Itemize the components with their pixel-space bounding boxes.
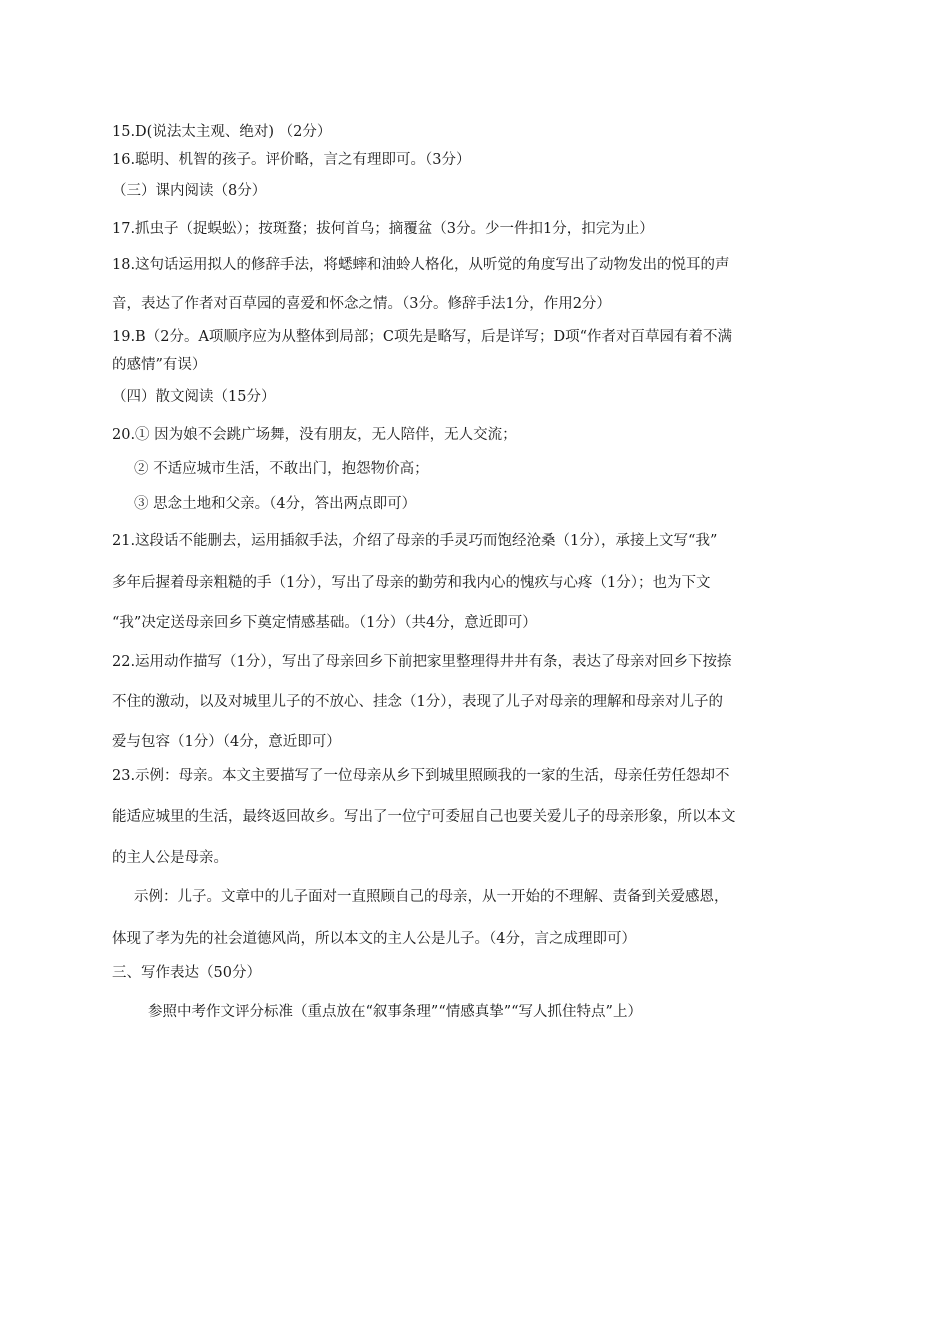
answer-15: 15.D(说法太主观、绝对) （2分） xyxy=(112,124,332,140)
answer-20-point-2: ② 不适应城市生活，不敢出门，抱怨物价高； xyxy=(134,461,429,477)
answer-23-example-2-line-1: 示例：儿子。文章中的儿子面对一直照顾自己的母亲，从一开始的不理解、责备到关爱感恩， xyxy=(134,889,729,905)
answer-21-line-1: 21.这段话不能删去，运用插叙手法，介绍了母亲的手灵巧而饱经沧桑（1分），承接上文写“我” xyxy=(112,533,718,549)
answer-22-line-3: 爱与包容（1分）（4分，意近即可） xyxy=(112,734,341,750)
answer-21-line-3: “我”决定送母亲回乡下奠定情感基础。（1分）（共4分，意近即可） xyxy=(112,615,537,631)
answer-16: 16.聪明、机智的孩子。评价略，言之有理即可。（3分） xyxy=(112,152,471,168)
answer-18-line-1: 18.这句话运用拟人的修辞手法，将蟋蟀和油蛉人格化，从听觉的角度写出了动物发出的悦耳的声 xyxy=(112,257,730,273)
answer-18-line-2: 音，表达了作者对百草园的喜爱和怀念之情。（3分。修辞手法1分，作用2分） xyxy=(112,296,611,312)
answer-19-line-2: 的感情”有误） xyxy=(112,357,207,373)
answer-20-point-1: 20.① 因为娘不会跳广场舞，没有朋友，无人陪伴，无人交流； xyxy=(112,427,517,443)
answer-23-line-2: 能适应城里的生活，最终返回故乡。写出了一位宁可委屈自己也要关爱儿子的母亲形象，所以本文 xyxy=(112,809,736,825)
answer-19-line-1: 19.B（2分。A项顺序应为从整体到局部；C项先是略写，后是详写；D项“作者对百草园有着不满 xyxy=(112,329,733,345)
answer-23-example-2-line-2: 体现了孝为先的社会道德风尚，所以本文的主人公是儿子。（4分，言之成理即可） xyxy=(112,931,636,947)
section-heading-writing: 三、写作表达（50分） xyxy=(112,965,261,981)
writing-criteria: 参照中考作文评分标准（重点放在“叙事条理”“情感真挚”“写人抓住特点”上） xyxy=(148,1004,642,1020)
answer-21-line-2: 多年后握着母亲粗糙的手（1分），写出了母亲的勤劳和我内心的愧疚与心疼（1分）；也为下文 xyxy=(112,575,711,591)
answer-23-line-3: 的主人公是母亲。 xyxy=(112,850,228,866)
answer-22-line-2: 不住的激动，以及对城里儿子的不放心、挂念（1分），表现了儿子对母亲的理解和母亲对儿子的 xyxy=(112,694,723,710)
answer-22-line-1: 22.运用动作描写（1分），写出了母亲回乡下前把家里整理得井井有条，表达了母亲对回乡下按捺 xyxy=(112,654,732,670)
section-heading-classroom-reading: （三）课内阅读（8分） xyxy=(112,183,267,199)
answer-20-point-3: ③ 思念土地和父亲。（4分，答出两点即可） xyxy=(134,496,417,512)
answer-17: 17.抓虫子（捉蜈蚣）；按斑蝥；拔何首乌；摘覆盆（3分。少一件扣1分，扣完为止） xyxy=(112,221,654,237)
answer-23-line-1: 23.示例：母亲。本文主要描写了一位母亲从乡下到城里照顾我的一家的生活，母亲任劳任怨却不 xyxy=(112,768,730,784)
section-heading-prose-reading: （四）散文阅读（15分） xyxy=(112,389,276,405)
